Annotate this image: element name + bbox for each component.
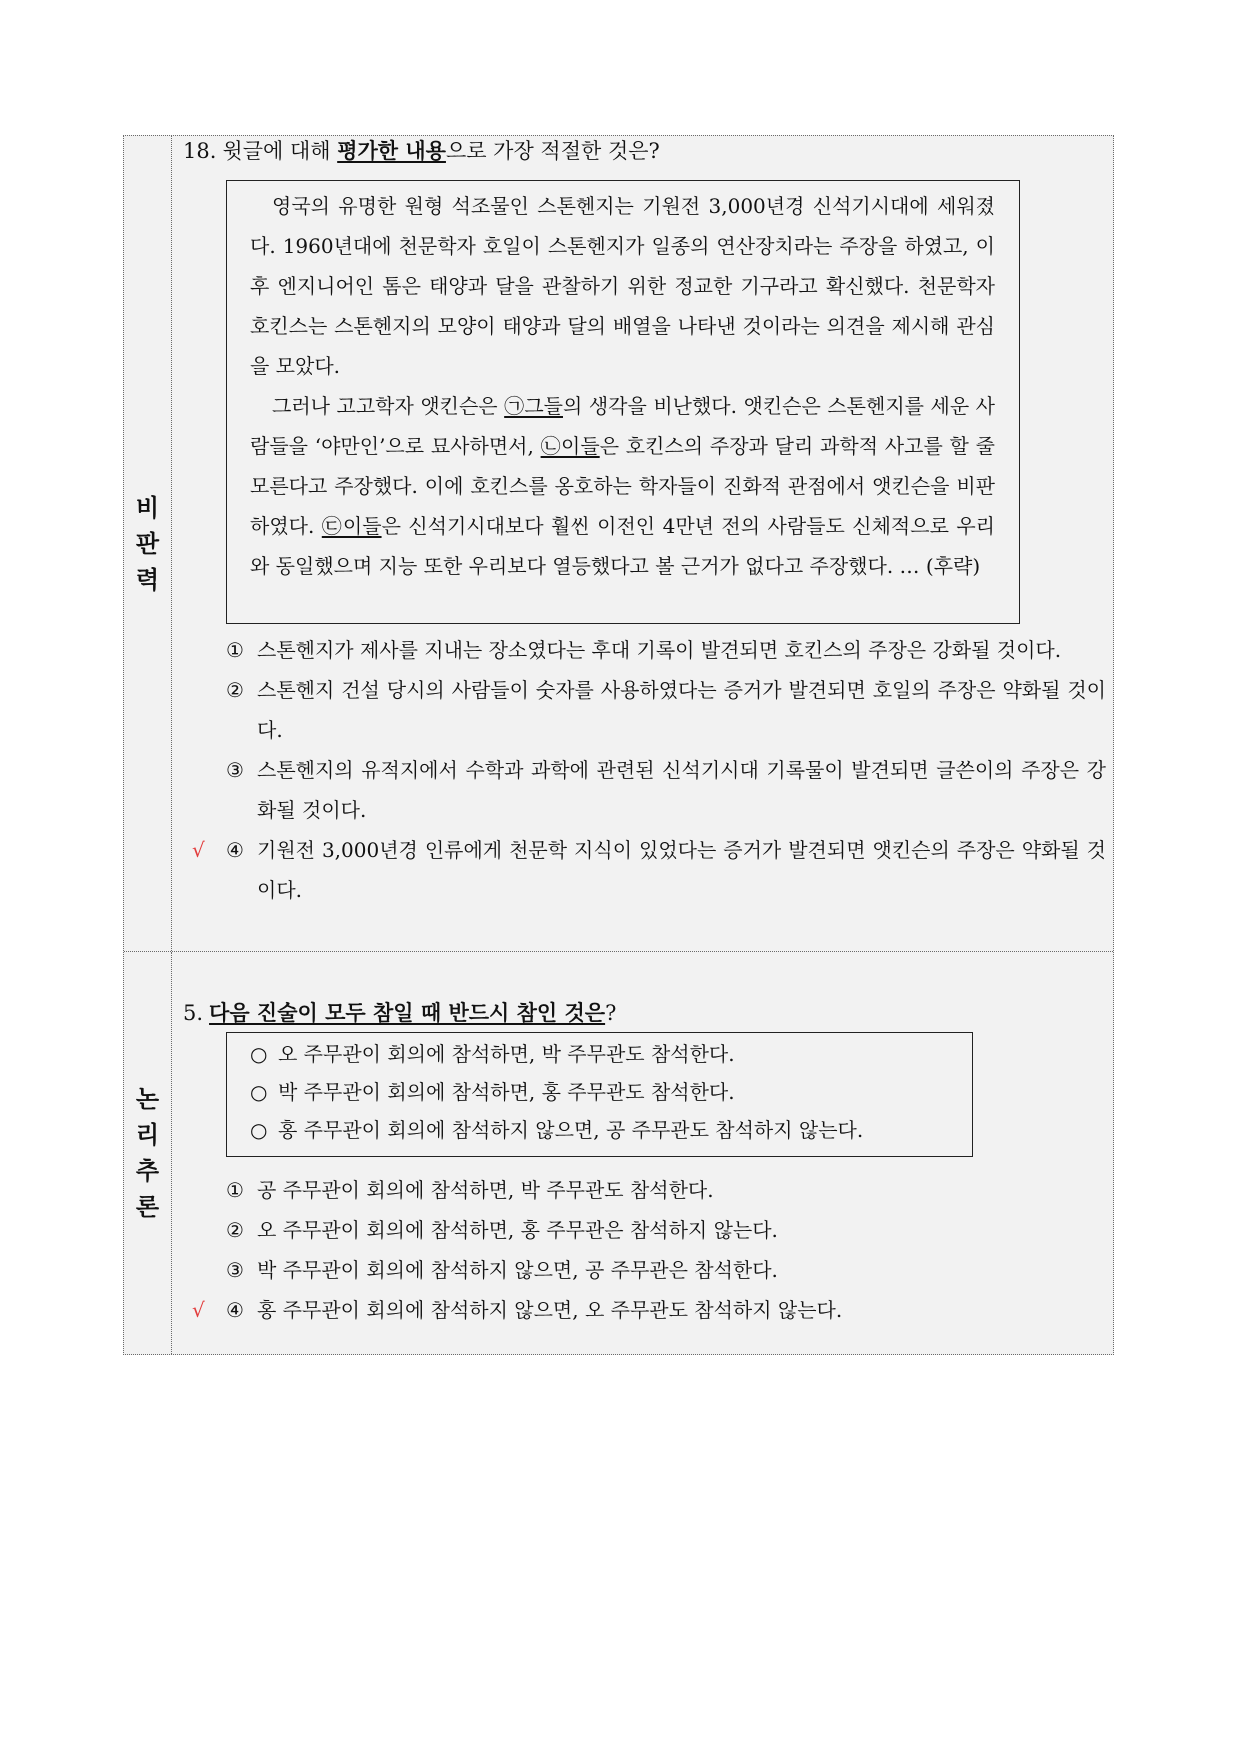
premise-item [250,1073,972,1111]
question-text-pre: 윗글에 대해 [222,139,338,163]
option-number: ④ [226,1298,244,1322]
option-text: 박 주무관이 회의에 참석하지 않으면, 공 주무관은 참석한다. [257,1258,778,1282]
passage-paragraph-1: 영국의 유명한 원형 석조물인 스톤헨지는 기원전 3,000년경 신석기시대에 세워졌다. 1960년대에 천문학자 호일이 스톤헨지가 일종의 연산장치라는 주장을 하였고, 이후 엔지니어인 톰은 태양과 달을 관찰하기 위한 정교한 기구라고 확신했다. 천문학자 호킨스는 스톤헨지의 모양이 태양과 달의 배열을 나타낸 것이라는 의견을 제시해 관심을 모았다. [250,194,995,378]
passage-text: 그러나 고고학자 앳킨슨은 [272,394,505,418]
question-stem [183,136,660,166]
reading-passage-box [226,180,1020,624]
question-emphasis: 평가한 내용 [337,138,446,163]
option-text: 스톤헨지의 유적지에서 수학과 과학에 관련된 신석기시대 기록물이 발견되면 글쓴이의 주장은 강화될 것이다. [257,758,1106,822]
circle-bullet-icon: ○ [250,1080,268,1104]
exam-answer-sheet [123,135,1114,1355]
question-number: 5. [183,1001,204,1025]
answer-option-correct [192,830,1106,910]
option-number: ② [226,678,244,702]
question-text-post: ? [605,1001,617,1025]
passage-marker-a: ㉠그들 [504,394,563,418]
question-text-post: 으로 가장 적절한 것은? [445,139,660,163]
check-mark-icon: √ [192,838,205,862]
premise-text: 오 주무관이 회의에 참석하면, 박 주무관도 참석한다. [278,1042,735,1066]
answer-option [226,1210,1106,1250]
option-number: ③ [226,1258,244,1282]
premise-text: 홍 주무관이 회의에 참석하지 않으면, 공 주무관도 참석하지 않는다. [278,1118,864,1142]
question-stem [183,998,616,1028]
option-number: ③ [226,758,244,782]
section-label-cell [124,136,172,951]
option-number: ② [226,1218,244,1242]
option-text: 오 주무관이 회의에 참석하면, 홍 주무관은 참석하지 않는다. [257,1218,778,1242]
circle-bullet-icon: ○ [250,1118,268,1142]
answer-options [192,630,1106,910]
passage-text: 의 생각을 비난했다. 앳킨슨은 스톤헨지를 세운 사람들을 ‘야만인’으로 묘사하면서, [250,394,996,458]
section-label: 비판력 [135,493,160,594]
option-number: ④ [226,838,244,862]
passage-marker-c: ㉢이들 [321,514,382,538]
answer-option [226,630,1106,670]
answer-option-correct [192,1290,1106,1330]
section-label-cell [124,952,172,1354]
section-content [172,136,1113,951]
premise-item [250,1035,972,1073]
section-content [172,952,1113,1354]
answer-option [226,1170,1106,1210]
section-logical-reasoning [124,951,1113,1354]
question-number: 18. [183,139,217,163]
passage-paragraph-2 [250,386,995,586]
option-text: 홍 주무관이 회의에 참석하지 않으면, 오 주무관도 참석하지 않는다. [257,1298,843,1322]
option-text: 스톤헨지가 제사를 지내는 장소였다는 후대 기록이 발견되면 호킨스의 주장은 강화될 것이다. [257,638,1062,662]
option-number: ① [226,1178,244,1202]
section-critical-thinking [124,136,1113,951]
premise-text: 박 주무관이 회의에 참석하면, 홍 주무관도 참석한다. [278,1080,735,1104]
answer-option [226,670,1106,750]
option-text: 스톤헨지 건설 당시의 사람들이 숫자를 사용하였다는 증거가 발견되면 호일의 주장은 약화될 것이다. [257,678,1106,742]
passage-text: 은 호킨스의 주장과 달리 과학적 사고를 할 줄 모른다고 주장했다. 이에 호킨스를 옹호하는 학자들이 진화적 관점에서 앳킨슨을 비판하였다. [250,434,995,538]
option-text: 기원전 3,000년경 인류에게 천문학 지식이 있었다는 증거가 발견되면 앳킨슨의 주장은 약화될 것이다. [257,838,1106,902]
check-mark-icon: √ [192,1298,205,1322]
circle-bullet-icon: ○ [250,1042,268,1066]
option-text: 공 주무관이 회의에 참석하면, 박 주무관도 참석한다. [257,1178,714,1202]
option-number: ① [226,638,244,662]
question-emphasis: 다음 진술이 모두 참일 때 반드시 참인 것은 [209,1000,606,1025]
section-label: 논리추론 [135,1085,160,1221]
premise-item [250,1111,972,1149]
passage-text: 은 신석기시대보다 훨씬 이전인 4만년 전의 사람들도 신체적으로 우리와 동일했으며 지능 또한 우리보다 열등했다고 볼 근거가 없다고 주장했다. … (후략) [250,514,996,578]
answer-option [226,1250,1106,1290]
answer-option [226,750,1106,830]
passage-marker-b: ㉡이들 [540,434,600,458]
answer-options [192,1170,1106,1330]
premises-box [226,1032,973,1157]
